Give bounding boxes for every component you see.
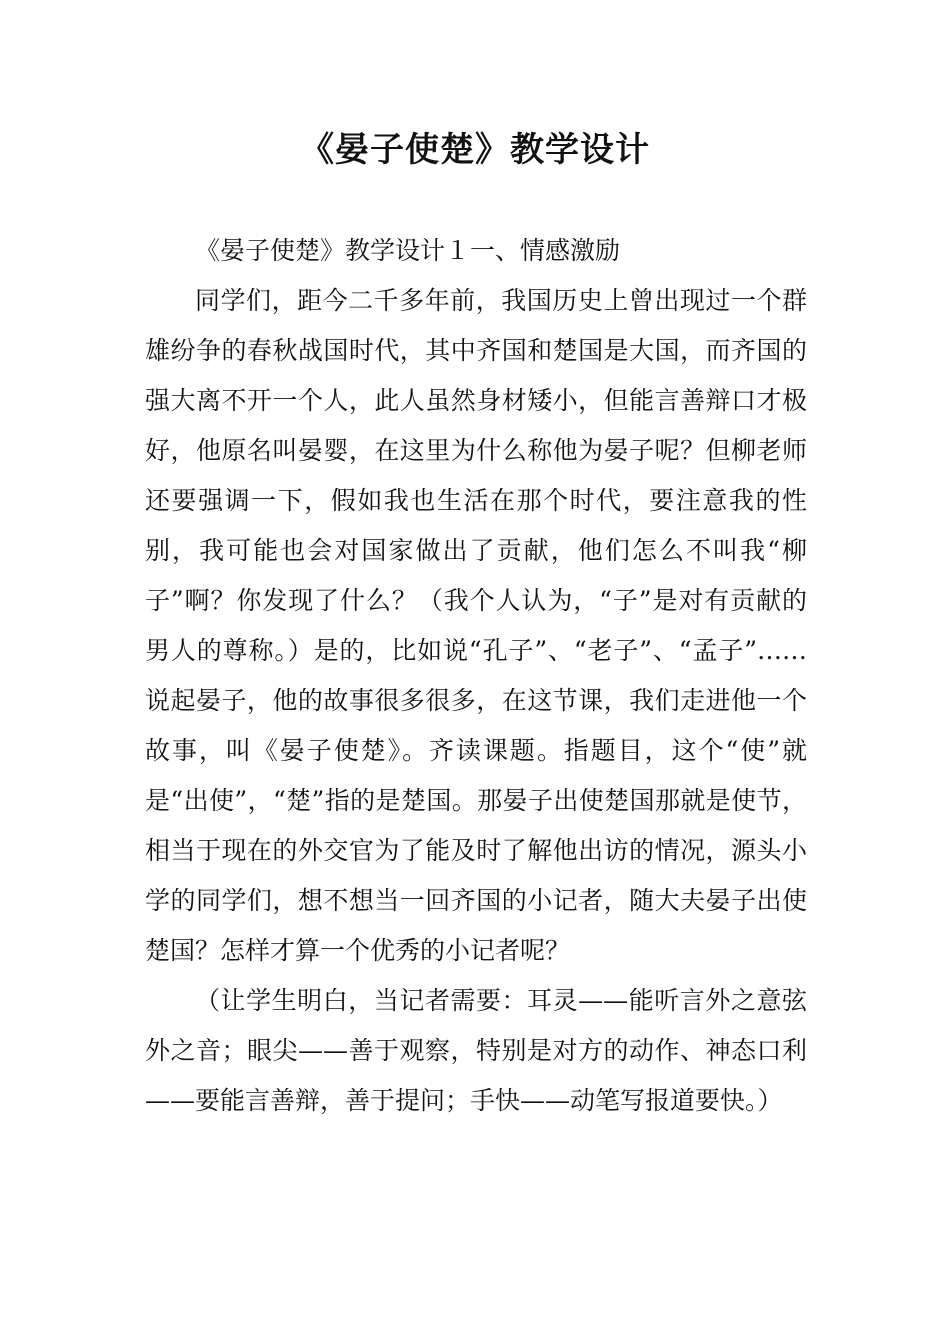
paragraph-introduction: 同学们，距今二千多年前，我国历史上曾出现过一个群雄纷争的春秋战国时代，其中齐国和楚国是大国，而齐国的强大离不开一个人，此人虽然身材矮小，但能言善辩口才极好，他原名叫晏婴，在这里为什么称他为晏子呢？但柳老师还要强调一下，假如我也生活在那个时代，要注意我的性别，我可能也会对国家做出了贡献，他们怎么不叫我“柳子”啊？你发现了什么？（我个人认为，“子”是对有贡献的男人的尊称。）是的，比如说“孔子”、“老子”、“孟子”……说起晏子，他的故事很多很多，在这节课，我们走进他一个故事，叫《晏子使楚》。齐读课题。指题目，这个“使”就是“出使”，“楚”指的是楚国。那晏子出使楚国那就是使节，相当于现在的外交官为了能及时了解他出访的情况，源头小学的同学们，想不想当一回齐国的小记者，随大夫晏子出使楚国？怎样才算一个优秀的小记者呢？: [145, 286, 807, 965]
paragraph-heading: 《晏子使楚》教学设计１一、情感激励: [195, 236, 621, 265]
paragraph-reporter-qualities: （让学生明白，当记者需要：耳灵——能听言外之意弦外之音；眼尖——善于观察，特别是对方的动作、神态口利——要能言善辩，善于提问；手快——动笔写报道要快。）: [145, 986, 807, 1115]
document-body: [145, 226, 807, 1126]
document-title: 《晏子使楚》教学设计: [300, 130, 650, 170]
